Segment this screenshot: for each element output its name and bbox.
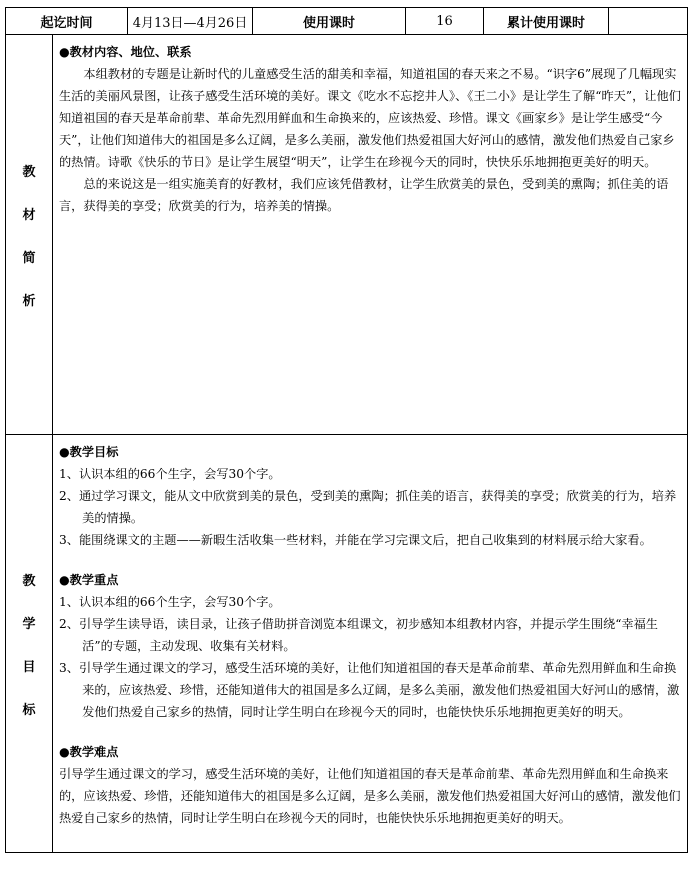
- difficult-points-heading: ●教学难点: [59, 745, 119, 759]
- goals-content: [53, 435, 688, 853]
- lesson-plan-table: [5, 7, 688, 853]
- start-time-label: 起讫时间: [6, 8, 128, 35]
- header-row: [6, 8, 688, 35]
- analysis-content: [53, 35, 688, 435]
- start-time-value: 4月13日—4月26日: [128, 8, 253, 35]
- key-point-item: 1、认识本组的66个生字，会写30个字。: [59, 595, 281, 609]
- cumulative-hours-label: 累计使用课时: [484, 8, 609, 35]
- analysis-side-label: 教 材 简 析: [6, 35, 53, 435]
- hours-value: 16: [406, 8, 484, 35]
- analysis-row: [6, 35, 688, 435]
- hours-label: 使用课时: [253, 8, 406, 35]
- key-points-heading: ●教学重点: [59, 573, 119, 587]
- goals-side-label: 教 学 目 标: [6, 435, 53, 853]
- objective-item: 2、通过学习课文，能从文中欣赏到美的景色，受到美的熏陶；抓住美的语言，获得美的享受；欣赏美的行为，培养美的情操。: [59, 489, 677, 525]
- key-point-item: 3、引导学生通过课文的学习，感受生活环境的美好，让他们知道祖国的春天是革命前辈、革命先烈用鲜血和生命换来的，应该热爱、珍惜，还能知道伟大的祖国是多么辽阔，是多么美丽，激发他们热爱祖国大好河山的感情，激发他们热爱自己家乡的热情，同时让学生明白在珍视今天的同时，也能快快乐乐地拥抱更美好的明天。: [59, 661, 680, 719]
- analysis-paragraph: 本组教材的专题是让新时代的儿童感受生活的甜美和幸福，知道祖国的春天来之不易。“识字6”展现了几幅现实生活的美丽风景图，让孩子感受生活环境的美好。课文《吃水不忘挖井人》、《王二小》是让学生了解“昨天”，让他们知道祖国的春天是革命前辈、革命先烈用鲜血和生命换来的，应该热爱、珍惜。课文《画家乡》是让学生感受“今天”，让他们知道伟大的祖国是多么辽阔，是多么美丽，激发他们热爱祖国大好河山的感情，激发他们热爱自己家乡的热情。诗歌《快乐的节日》是让学生展望“明天”，让学生在珍视今天的同时，快快乐乐地拥抱更美好的明天。: [59, 67, 681, 169]
- goals-row: [6, 435, 688, 853]
- analysis-heading: ●教材内容、地位、联系: [59, 45, 192, 59]
- objective-item: 1、认识本组的66个生字，会写30个字。: [59, 467, 281, 481]
- analysis-paragraph: 总的来说这是一组实施美育的好教材，我们应该凭借教材，让学生欣赏美的景色，受到美的熏陶；抓住美的语言，获得美的享受；欣赏美的行为，培养美的情操。: [59, 177, 669, 213]
- key-point-item: 2、引导学生读导语，读目录，让孩子借助拼音浏览本组课文，初步感知本组教材内容，并提示学生围绕“幸福生活”的专题，主动发现、收集有关材料。: [59, 617, 658, 653]
- lesson-plan-page: [5, 7, 687, 853]
- objectives-heading: ●教学目标: [59, 445, 119, 459]
- difficult-points-text: 引导学生通过课文的学习，感受生活环境的美好，让他们知道祖国的春天是革命前辈、革命先烈用鲜血和生命换来的，应该热爱、珍惜，还能知道伟大的祖国是多么辽阔，是多么美丽，激发他们热爱祖国大好河山的感情，激发他们热爱自己家乡的热情，同时让学生明白在珍视今天的同时，也能快快乐乐地拥抱更美好的明天。: [59, 767, 681, 825]
- cumulative-hours-value: [609, 8, 688, 35]
- objective-item: 3、能围绕课文的主题——新暇生活收集一些材料，并能在学习完课文后，把自己收集到的材料展示给大家看。: [59, 533, 652, 547]
